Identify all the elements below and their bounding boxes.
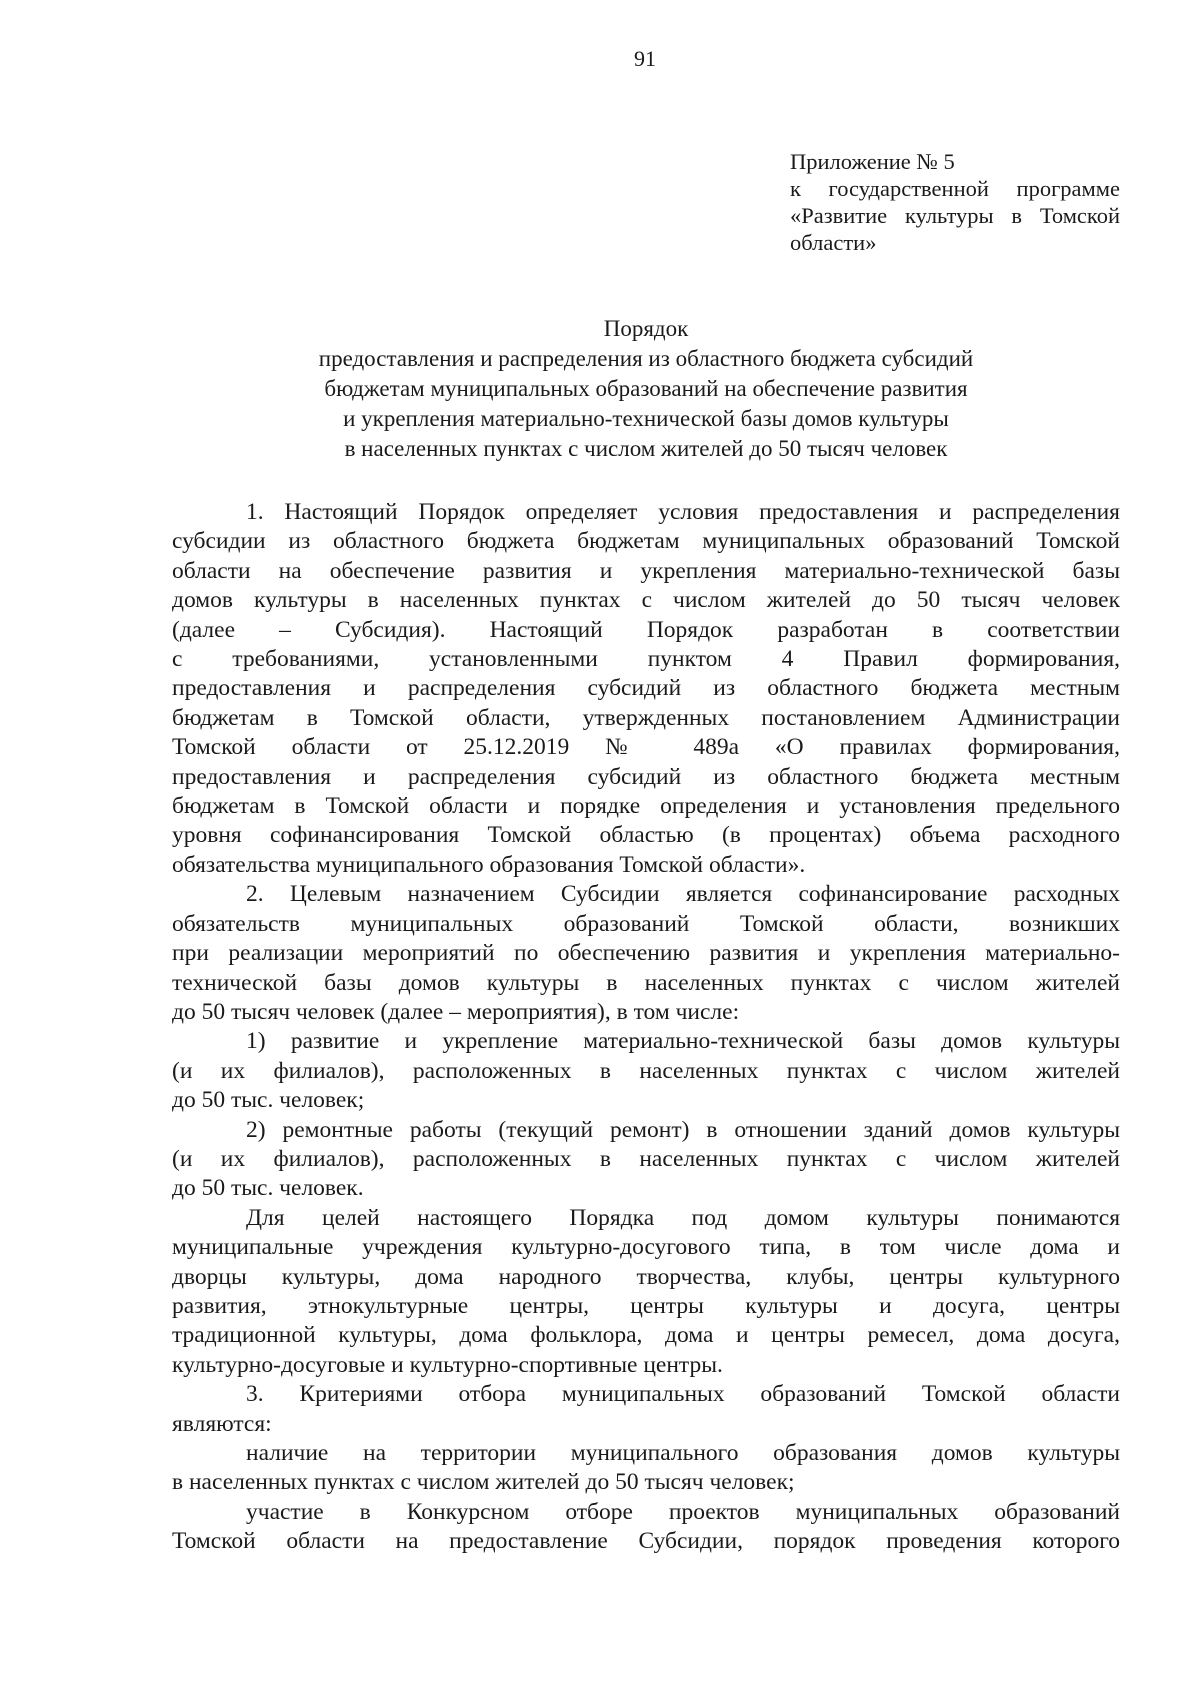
list-item-2-line: до 50 тыс. человек. — [172, 1175, 364, 1202]
paragraph-1-line: бюджетам в Томской области и порядке определения и установления предельного — [172, 793, 1120, 820]
paragraph-1-line: области на обеспечение развития и укрепления материально-технической базы — [172, 557, 1120, 584]
paragraph-3-line: 3. Критериями отбора муниципальных образований Томской области — [246, 1381, 1120, 1408]
title-heading: Порядок — [603, 316, 689, 341]
criterion-2-line: участие в Конкурсном отборе проектов муниципальных образований — [246, 1498, 1120, 1525]
paragraph-2-line: при реализации мероприятий по обеспечению развития и укрепления материально- — [172, 940, 1120, 967]
paragraph-1-line: предоставления и распределения субсидий из областного бюджета местным — [172, 763, 1120, 790]
definition-paragraph-line: культурно-досуговые и культурно-спортивные центры. — [172, 1351, 723, 1378]
list-item-1-line: 1) развитие и укрепление материально-технической базы домов культуры — [246, 1028, 1120, 1055]
definition-paragraph-line: дворцы культуры, дома народного творчества, клубы, центры культурного — [172, 1263, 1120, 1290]
document-title — [172, 314, 1120, 464]
definition-paragraph-line: муниципальные учреждения культурно-досугового типа, в том числе дома и — [172, 1234, 1120, 1261]
paragraph-3-line: являются: — [172, 1410, 272, 1437]
paragraph-1-line: (далее – Субсидия). Настоящий Порядок разработан в соответствии — [172, 616, 1120, 643]
title-line: и укрепления материально-технической базы домов культуры — [343, 406, 949, 431]
list-item-1-line: до 50 тыс. человек; — [172, 1087, 365, 1114]
paragraph-2-line: технической базы домов культуры в населенных пунктах с числом жителей — [172, 969, 1120, 996]
list-item-1-line: (и их филиалов), расположенных в населенных пунктах с числом жителей — [172, 1057, 1120, 1084]
page-number: 91 — [634, 46, 656, 71]
paragraph-1-line: уровня софинансирования Томской областью (в процентах) объема расходного — [172, 822, 1120, 849]
paragraph-1-line: субсидии из областного бюджета бюджетам муниципальных образований Томской — [172, 528, 1120, 555]
appendix-line: «Развитие культуры в Томской — [790, 203, 1120, 228]
paragraph-2-line: обязательств муниципальных образований Томской области, возникших — [172, 910, 1120, 937]
title-line: в населенных пунктах с числом жителей до 50 тысяч человек — [344, 436, 948, 461]
list-item-2-line: (и их филиалов), расположенных в населенных пунктах с числом жителей — [172, 1145, 1120, 1172]
paragraph-1-line: 1. Настоящий Порядок определяет условия предоставления и распределения — [246, 499, 1120, 525]
paragraph-1-line: бюджетам в Томской области, утвержденных постановлением Администрации — [172, 704, 1120, 731]
definition-paragraph-line: развития, этнокультурные центры, центры культуры и досуга, центры — [172, 1292, 1120, 1319]
appendix-line: к государственной программе — [790, 176, 1120, 201]
definition-paragraph-line: традиционной культуры, дома фольклора, дома и центры ремесел, дома досуга, — [172, 1322, 1120, 1349]
criterion-2-line: Томской области на предоставление Субсидии, порядок проведения которого — [172, 1528, 1120, 1555]
paragraph-1-line: обязательства муниципального образования Томской области». — [172, 851, 806, 878]
paragraph-2-line: 2. Целевым назначением Субсидии является софинансирование расходных — [246, 881, 1120, 908]
paragraph-1-line: предоставления и распределения субсидий из областного бюджета местным — [172, 675, 1120, 702]
paragraph-1-line: с требованиями, установленными пунктом 4 Правил формирования, — [172, 646, 1120, 673]
criterion-1-line: наличие на территории муниципального образования домов культуры — [246, 1440, 1120, 1466]
list-item-2-line: 2) ремонтные работы (текущий ремонт) в отношении зданий домов культуры — [246, 1116, 1120, 1143]
paragraph-1-line: домов культуры в населенных пунктах с числом жителей до 50 тысяч человек — [172, 587, 1120, 614]
document-body — [172, 498, 1120, 1557]
title-line: предоставления и распределения из областного бюджета субсидий — [318, 346, 974, 371]
definition-paragraph-line: Для целей настоящего Порядка под домом культуры понимаются — [246, 1204, 1120, 1231]
paragraph-2-line: до 50 тысяч человек (далее – мероприятия), в том числе: — [172, 998, 740, 1025]
appendix-note — [790, 148, 1120, 256]
criterion-1-line: в населенных пунктах с числом жителей до 50 тысяч человек; — [172, 1469, 795, 1496]
appendix-line: области» — [790, 230, 877, 255]
paragraph-1-line: Томской области от 25.12.2019 № 489а «О правилах формирования, — [172, 734, 1120, 761]
appendix-line: Приложение № 5 — [790, 149, 955, 174]
title-line: бюджетам муниципальных образований на обеспечение развития — [324, 376, 968, 401]
